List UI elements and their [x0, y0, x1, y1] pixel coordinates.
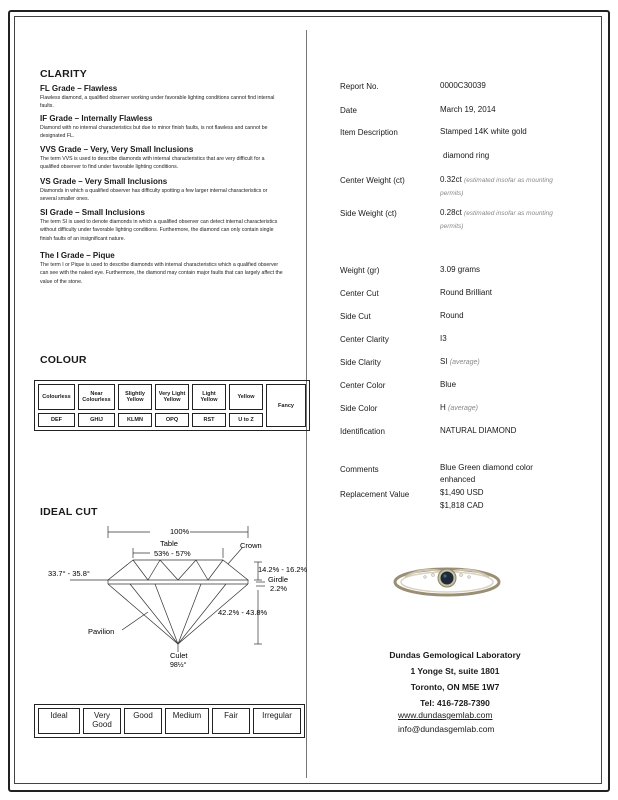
clarity-grade-title: IF Grade – Internally Flawless [40, 114, 153, 123]
diamond-proportions-diagram [30, 520, 310, 680]
clarity-grade-desc: The term SI is used to denote diamonds in which a qualified observer can detect internal characteristics without difficulty under favorable lighting conditions. Furthermore, the diamond can only contain single finish faults of an insignificant nature. [40, 219, 278, 242]
clarity-grade-title: FL Grade – Flawless [40, 84, 118, 93]
report-value: Round [440, 311, 464, 320]
weight-note: (estimated insofar as mounting permits) [440, 210, 553, 230]
colour-code: OPQ [155, 413, 189, 427]
report-value-continued: enhanced [440, 475, 476, 484]
report-label: Item Description [340, 128, 398, 137]
cut-grade-table [34, 704, 305, 738]
diagram-culet: Culet [170, 651, 188, 660]
colour-code: RST [192, 413, 226, 427]
report-value: March 19, 2014 [440, 105, 496, 114]
color-value: H [440, 403, 446, 412]
diagram-crown-angle: 33.7° - 35.8° [48, 569, 90, 578]
diagram-total: 100% [170, 527, 190, 536]
color-note: (average) [448, 405, 478, 412]
report-label: Side Color [340, 404, 378, 413]
clarity-note: (average) [449, 359, 480, 366]
clarity-grade-desc: Diamonds in which a qualified observer has difficulty spotting a few larger internal characteristics or several smaller ones. [40, 188, 268, 203]
colour-code: KLMN [118, 413, 152, 427]
cut-grade-cell: Medium [165, 708, 209, 734]
report-value: Stamped 14K white gold [440, 127, 527, 136]
report-label: Center Weight (ct) [340, 176, 405, 185]
diagram-crown-height: 14.2% - 16.2% [258, 565, 308, 574]
ideal-cut-heading: IDEAL CUT [40, 506, 98, 518]
colour-code: DEF [38, 413, 75, 427]
report-label: Side Cut [340, 312, 371, 321]
report-value [440, 174, 560, 200]
clarity-value: SI [440, 357, 448, 366]
diagram-culet-value: 98½° [170, 662, 187, 669]
colour-label: Slightly Yellow [118, 384, 152, 410]
report-value [440, 356, 480, 369]
colour-label: Colourless [38, 384, 75, 410]
weight-note: (estimated insofar as mounting permits) [440, 177, 553, 197]
cut-grade-cell: Very Good [83, 708, 121, 734]
report-label: Center Clarity [340, 335, 389, 344]
report-label: Side Clarity [340, 358, 381, 367]
report-value [440, 207, 560, 233]
colour-label: Yellow [229, 384, 263, 410]
report-value: Blue Green diamond color [440, 463, 533, 472]
diagram-pavilion: Pavilion [88, 627, 115, 636]
clarity-grade-title: The I Grade – Pique [40, 251, 115, 260]
clarity-grade-title: VS Grade – Very Small Inclusions [40, 177, 168, 186]
colour-scale-table [34, 380, 310, 431]
report-value [440, 402, 478, 415]
cut-grade-cell: Ideal [38, 708, 80, 734]
clarity-grade-desc: The term VVS is used to describe diamonds with internal characteristics that are very difficult for a qualified observer to find under favorable lighting conditions. [40, 156, 265, 171]
report-label: Weight (gr) [340, 266, 380, 275]
diagram-table-range: 53% - 57% [154, 549, 191, 558]
colour-heading: COLOUR [40, 354, 87, 366]
clarity-grade-desc: Diamond with no internal characteristics but due to minor finish faults, is not flawless and cannot be designated FL. [40, 125, 268, 140]
lab-website-link[interactable]: www.dundasgemlab.com [398, 710, 493, 720]
report-value: Round Brilliant [440, 288, 493, 297]
report-value: I3 [440, 334, 447, 343]
report-label: Center Color [340, 381, 386, 390]
report-label: Identification [340, 427, 385, 436]
lab-name: Dundas Gemological Laboratory [389, 650, 521, 660]
report-value: 0000C30039 [440, 81, 486, 90]
diagram-girdle-value: 2.2% [270, 584, 288, 593]
report-label: Replacement Value [340, 490, 410, 499]
colour-code: U to Z [229, 413, 263, 427]
lab-address-line1: 1 Yonge St, suite 1801 [410, 666, 500, 676]
clarity-grade-title: SI Grade – Small Inclusions [40, 208, 145, 217]
cut-grade-cell: Good [124, 708, 162, 734]
clarity-grade-title: VVS Grade – Very, Very Small Inclusions [40, 145, 194, 154]
report-label: Date [340, 106, 357, 115]
cut-grade-cell: Irregular [253, 708, 301, 734]
report-value: 3.09 grams [440, 265, 481, 274]
weight-value: 0.28ct [440, 208, 462, 217]
cut-grade-cell: Fair [212, 708, 250, 734]
weight-value: 0.32ct [440, 175, 462, 184]
report-value: Blue [440, 380, 457, 389]
diagram-crown: Crown [240, 541, 262, 550]
diagram-girdle: Girdle [268, 575, 289, 584]
report-label: Comments [340, 465, 379, 474]
report-label: Center Cut [340, 289, 379, 298]
clarity-heading: CLARITY [40, 68, 87, 80]
report-value: NATURAL DIAMOND [440, 426, 517, 435]
lab-address-line2: Toronto, ON M5E 1W7 [410, 682, 500, 692]
lab-email[interactable]: info@dundasgemlab.com [398, 724, 495, 734]
report-label: Report No. [340, 82, 379, 91]
colour-label: Very Light Yellow [155, 384, 189, 410]
report-value-continued: $1,818 CAD [440, 501, 484, 510]
diagram-pavilion-depth: 42.2% - 43.8% [218, 608, 268, 617]
report-value: $1,490 USD [440, 488, 484, 497]
lab-phone: Tel: 416-728-7390 [420, 698, 490, 708]
diagram-table-label: Table [160, 539, 178, 548]
clarity-grade-desc: Flawless diamond, a qualified observer working under favorable lighting conditions cannot find internal faults. [40, 95, 275, 110]
colour-label-fancy: Fancy [266, 384, 306, 427]
report-value-continued: diamond ring [443, 151, 490, 160]
colour-label: Near Colourless [78, 384, 115, 410]
ring-photo [385, 555, 510, 605]
report-label: Side Weight (ct) [340, 209, 397, 218]
clarity-grade-desc: The term I or Pique is used to describe diamonds with internal characteristics which a qualified observer can see with the naked eye. Furthermore, the diamond may contain major faults that can largely affect the value of the stone. [40, 262, 283, 285]
colour-label: Light Yellow [192, 384, 226, 410]
colour-code: GHIJ [78, 413, 115, 427]
